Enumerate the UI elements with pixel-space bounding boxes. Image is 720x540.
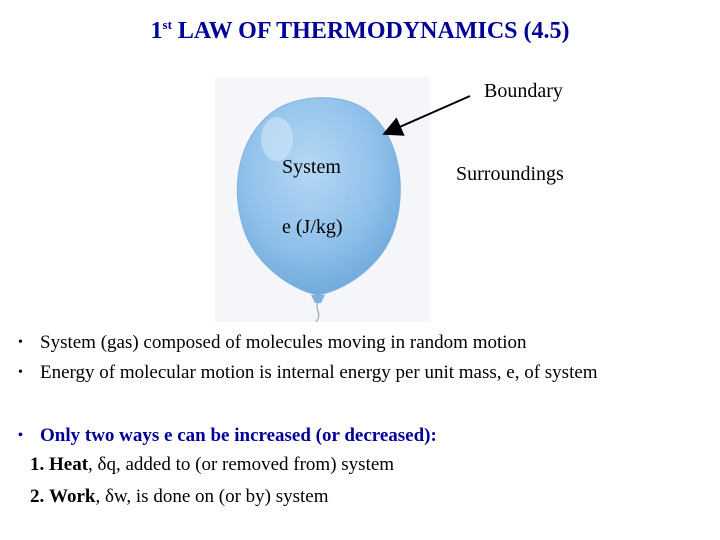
energy-label: e (J/kg) [282,216,343,238]
numbered-item-work: 2. Work, δw, is done on (or by) system [30,486,329,507]
slide-title: 1st LAW OF THERMODYNAMICS (4.5) [150,17,570,44]
system-label: System [282,156,341,178]
boundary-label: Boundary [484,80,563,102]
surroundings-label: Surroundings [456,163,564,185]
bullet-icon: • [18,335,23,350]
bullet-icon: • [18,428,23,443]
bullet-icon: • [18,365,23,380]
numbered-item-heat: 1. Heat, δq, added to (or removed from) system [30,454,395,475]
